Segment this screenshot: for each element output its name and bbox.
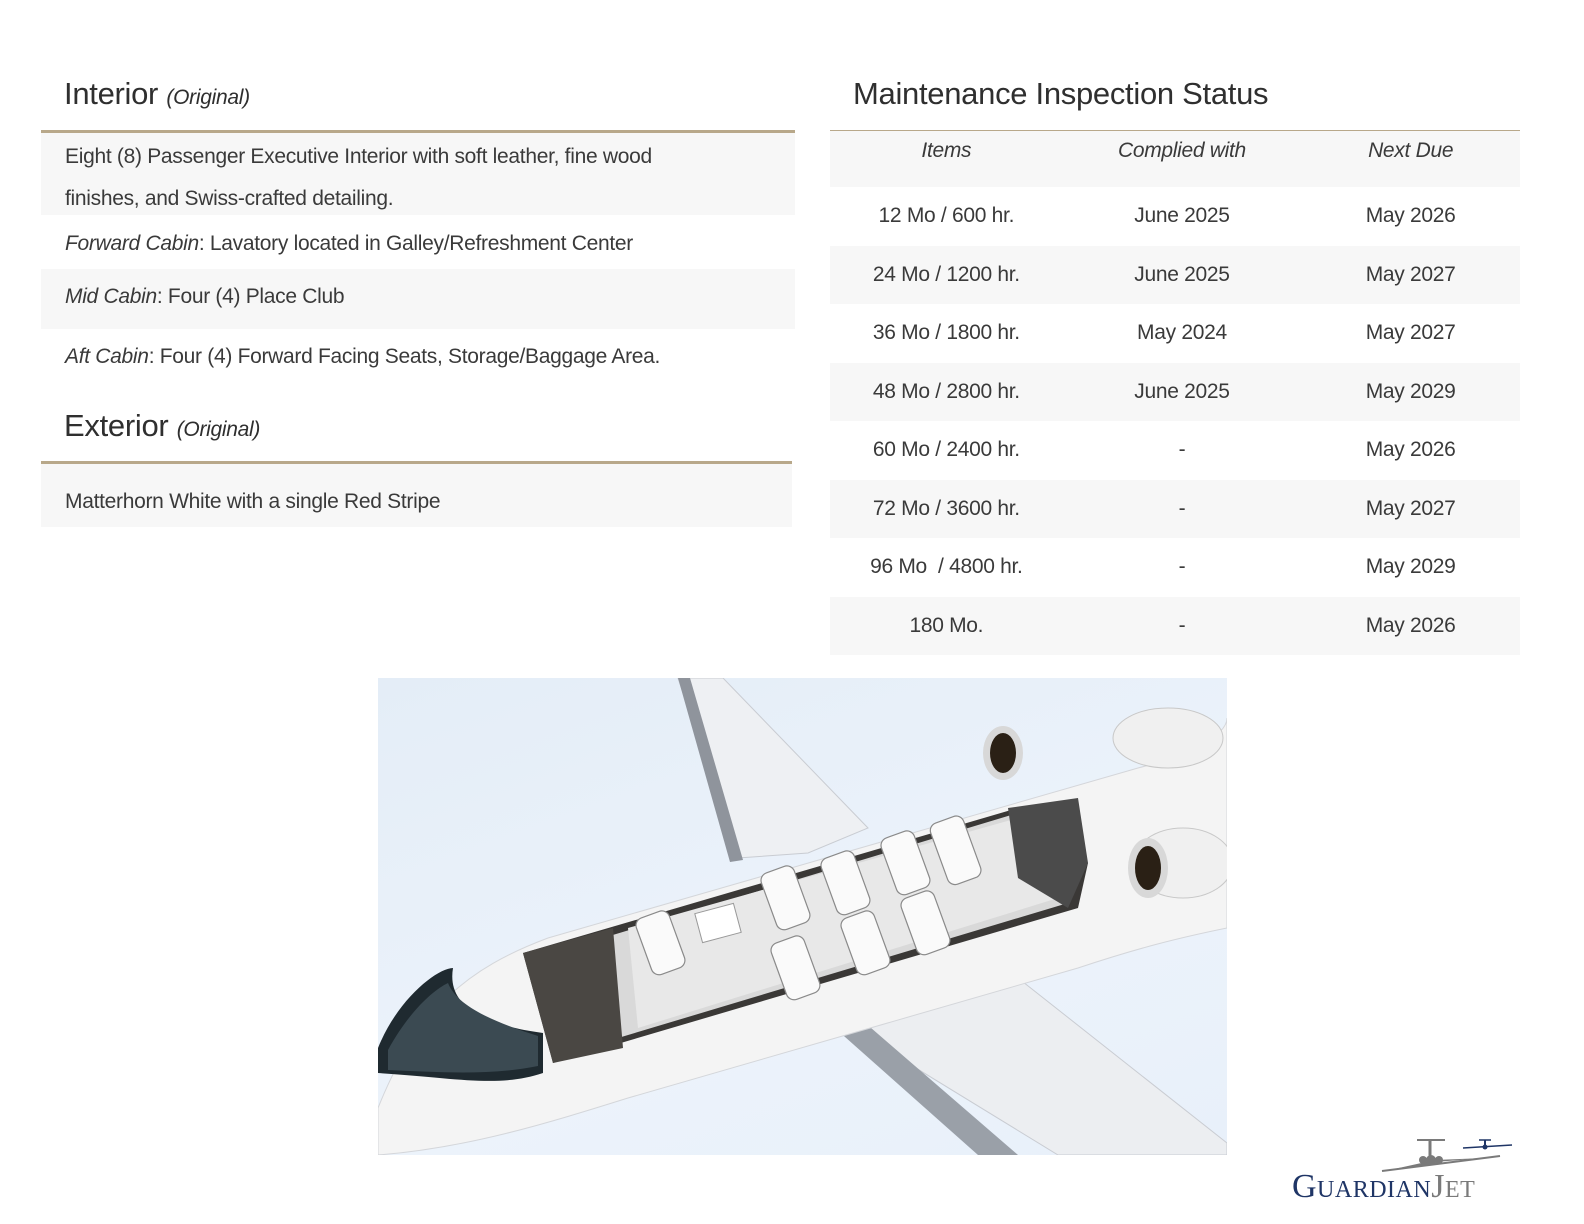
mid-cabin-label: Mid Cabin (65, 285, 157, 308)
table-row (830, 480, 1520, 539)
table-header (830, 131, 1520, 187)
complied-cell: June 2025 (1134, 262, 1230, 286)
next-due-cell: May 2027 (1365, 262, 1456, 286)
table-row (830, 304, 1520, 363)
forward-cabin-text: : Lavatory located in Galley/Refreshment Center (198, 232, 633, 255)
interior-heading (64, 76, 250, 112)
guardianjet-logo (1285, 1138, 1525, 1208)
item-cell: 12 Mo / 600 hr. (878, 204, 1015, 228)
complied-cell: - (1178, 438, 1186, 462)
interior-title: Interior (64, 76, 159, 111)
complied-cell: June 2025 (1134, 204, 1230, 228)
logo-text-guardian: Guardian (1292, 1168, 1432, 1205)
item-cell: 60 Mo / 2400 hr. (872, 438, 1020, 462)
aircraft-cutaway-image (378, 678, 1227, 1155)
interior-row-description (41, 133, 795, 215)
interior-line-2: finishes, and Swiss-crafted detailing. (65, 187, 394, 210)
next-due-cell: May 2026 (1365, 613, 1456, 637)
item-cell: 72 Mo / 3600 hr. (872, 496, 1020, 520)
mid-cabin-text: : Four (4) Place Club (156, 285, 345, 308)
table-row (830, 597, 1520, 656)
complied-cell: June 2025 (1134, 379, 1230, 403)
table-row (830, 187, 1520, 246)
item-cell: 48 Mo / 2800 hr. (872, 379, 1020, 403)
item-cell: 24 Mo / 1200 hr. (872, 262, 1020, 286)
item-cell: 96 Mo / 4800 hr. (870, 555, 1023, 579)
exterior-heading (64, 408, 260, 444)
table-row (830, 538, 1520, 597)
interior-subtitle: (Original) (166, 86, 250, 109)
column-header-next-due: Next Due (1368, 139, 1454, 162)
logo-text-jet: Jet (1431, 1168, 1476, 1205)
aft-cabin-text: : Four (4) Forward Facing Seats, Storage/Baggage Area. (148, 345, 661, 368)
exterior-subtitle: (Original) (176, 418, 261, 441)
interior-row-aft-cabin (41, 329, 795, 381)
interior-row-forward-cabin (41, 215, 795, 269)
next-due-cell: May 2029 (1365, 379, 1456, 403)
next-due-cell: May 2027 (1365, 496, 1456, 520)
next-due-cell: May 2026 (1365, 204, 1456, 228)
next-due-cell: May 2027 (1365, 321, 1456, 345)
complied-cell: May 2024 (1137, 321, 1227, 345)
column-header-complied: Complied with (1117, 139, 1246, 162)
complied-cell: - (1178, 613, 1186, 637)
interior-line-1: Eight (8) Passenger Executive Interior with soft leather, fine wood (65, 145, 652, 168)
exterior-text: Matterhorn White with a single Red Stripe (65, 490, 441, 513)
exterior-row (41, 464, 792, 527)
next-due-cell: May 2029 (1365, 555, 1456, 579)
item-cell: 180 Mo. (909, 613, 984, 637)
column-header-items: Items (921, 139, 972, 162)
complied-cell: - (1178, 496, 1186, 520)
complied-cell: - (1178, 555, 1186, 579)
table-row (830, 246, 1520, 305)
next-due-cell: May 2026 (1365, 438, 1456, 462)
maintenance-title: Maintenance Inspection Status (853, 76, 1269, 111)
exterior-title: Exterior (64, 408, 169, 443)
jet-illustration-icon (378, 678, 1227, 1155)
logo-wordmark (1292, 1168, 1475, 1206)
forward-cabin-label: Forward Cabin (65, 232, 199, 255)
aft-cabin-label: Aft Cabin (65, 345, 149, 368)
table-row (830, 421, 1520, 480)
table-row (830, 363, 1520, 422)
interior-row-mid-cabin (41, 269, 795, 329)
item-cell: 36 Mo / 1800 hr. (872, 321, 1020, 345)
maintenance-table (830, 131, 1520, 655)
